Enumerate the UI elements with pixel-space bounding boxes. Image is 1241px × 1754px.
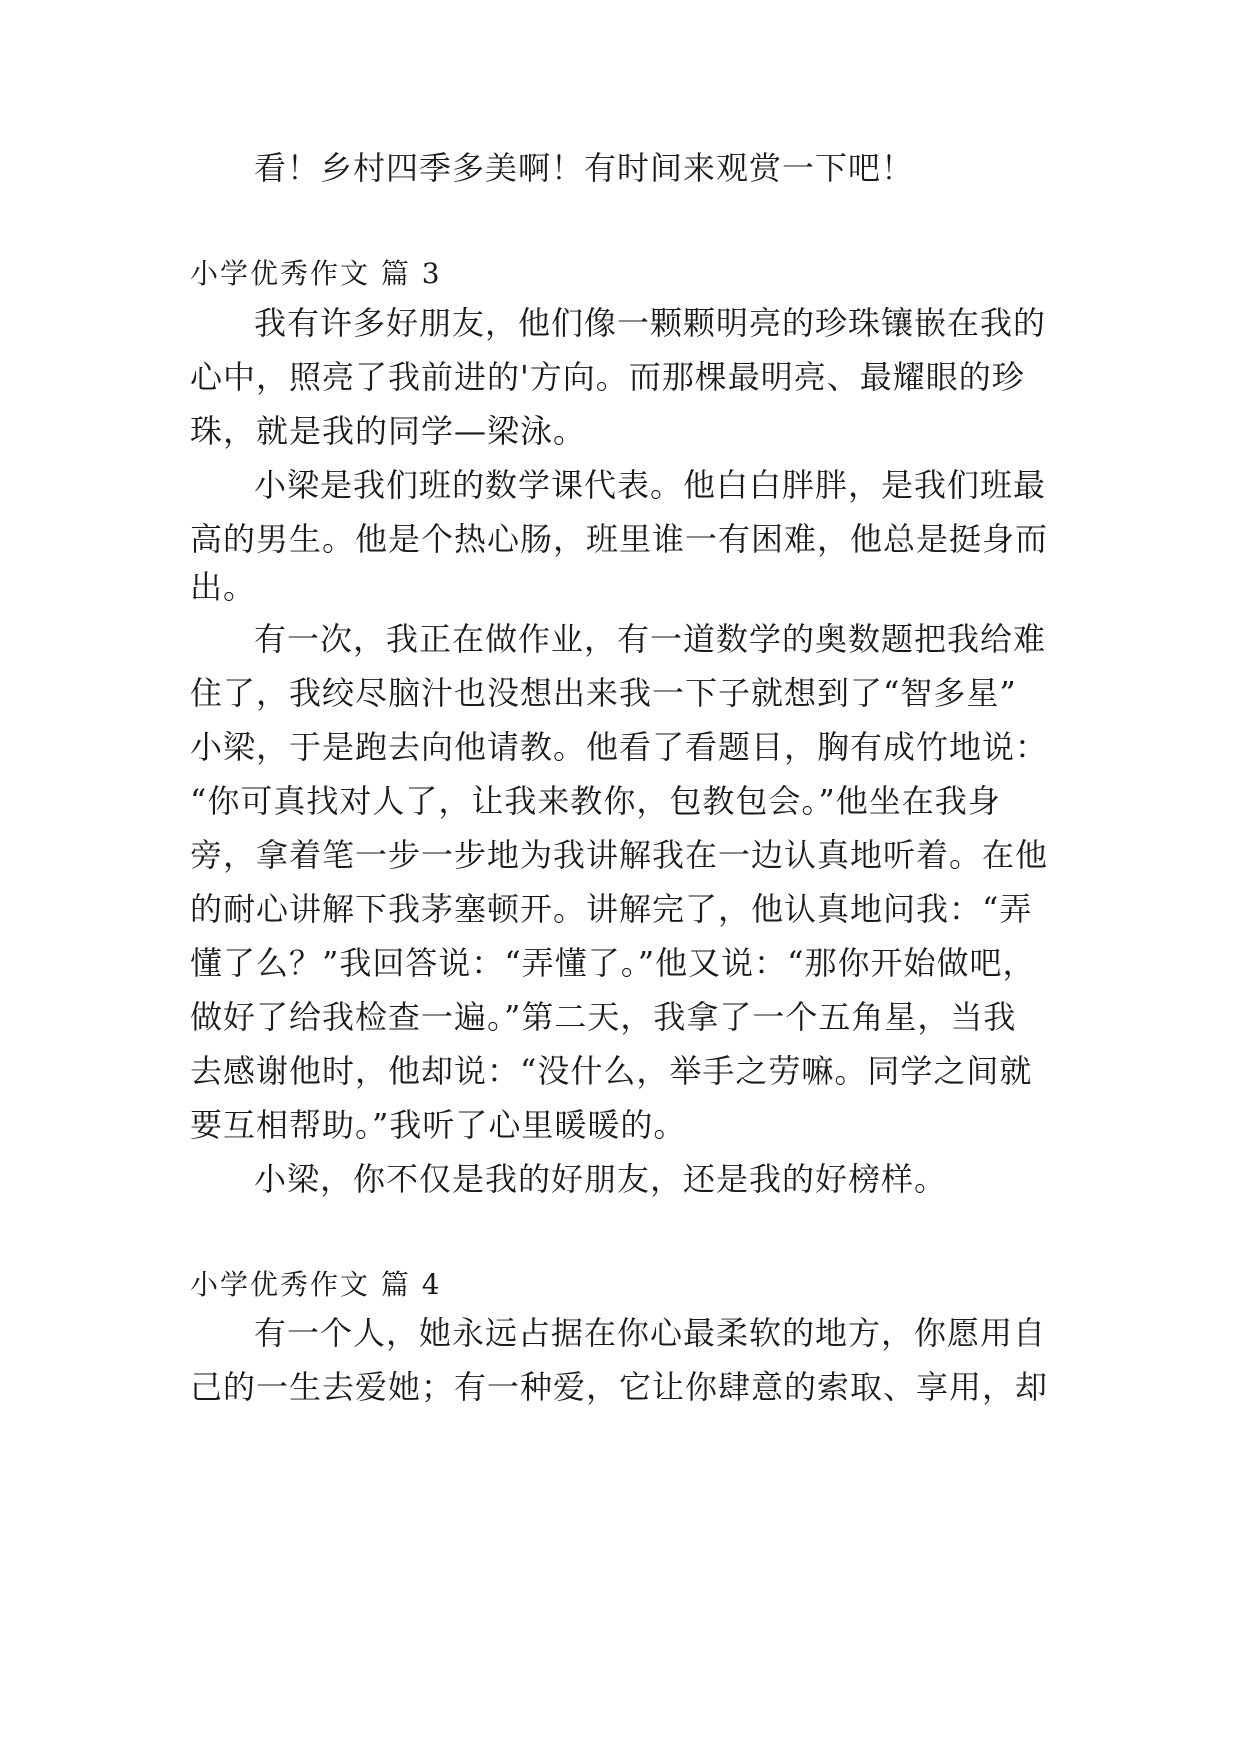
paragraph-line: 高的男生。他是个热心肠，班里谁一有困难，他总是挺身而 [190, 520, 1049, 558]
paragraph-line: 旁，拿着笔一步一步地为我讲解我在一边认真地听着。在他 [190, 836, 1049, 874]
paragraph-line: 有一个人，她永远占据在你心最柔软的地方，你愿用自 [254, 1314, 1047, 1352]
paragraph-line: 珠，就是我的同学—梁泳。 [190, 412, 587, 450]
paragraph-line: “你可真找对人了，让我来教你，包教包会。”他坐在我身 [190, 782, 1001, 820]
section-3-heading: 小学优秀作文 篇 3 [190, 257, 442, 290]
paragraph-line: 小梁，于是跑去向他请教。他看了看题目，胸有成竹地说： [190, 728, 1049, 766]
paragraph-line: 去感谢他时，他却说：“没什么，举手之劳嘛。同学之间就 [190, 1052, 1033, 1090]
paragraph-line: 住了，我绞尽脑汁也没想出来我一下子就想到了“智多星” [190, 674, 1017, 712]
paragraph-line: 心中，照亮了我前进的'方向。而那棵最明亮、最耀眼的珍 [190, 358, 1025, 396]
paragraph-line: 己的一生去爱她；有一种爱，它让你肆意的索取、享用，却 [190, 1368, 1049, 1406]
paragraph-line: 我有许多好朋友，他们像一颗颗明亮的珍珠镶嵌在我的 [254, 304, 1047, 342]
paragraph-line: 懂了么？”我回答说：“弄懂了。”他又说：“那你开始做吧， [190, 944, 1036, 982]
paragraph-line: 小梁是我们班的数学课代表。他白白胖胖，是我们班最 [254, 466, 1047, 504]
paragraph-line: 有一次，我正在做作业，有一道数学的奥数题把我给难 [254, 620, 1047, 658]
intro-line: 看！乡村四季多美啊！有时间来观赏一下吧！ [254, 149, 915, 187]
paragraph-line: 的耐心讲解下我茅塞顿开。讲解完了，他认真地问我：“弄 [190, 890, 1033, 928]
section-4-heading: 小学优秀作文 篇 4 [190, 1268, 442, 1301]
paragraph-line: 出。 [190, 568, 257, 606]
paragraph-line: 小梁，你不仅是我的好朋友，还是我的好榜样。 [254, 1160, 948, 1198]
paragraph-line: 要互相帮助。”我听了心里暖暖的。 [190, 1106, 687, 1144]
paragraph-line: 做好了给我检查一遍。”第二天，我拿了一个五角星，当我 [190, 998, 1017, 1036]
